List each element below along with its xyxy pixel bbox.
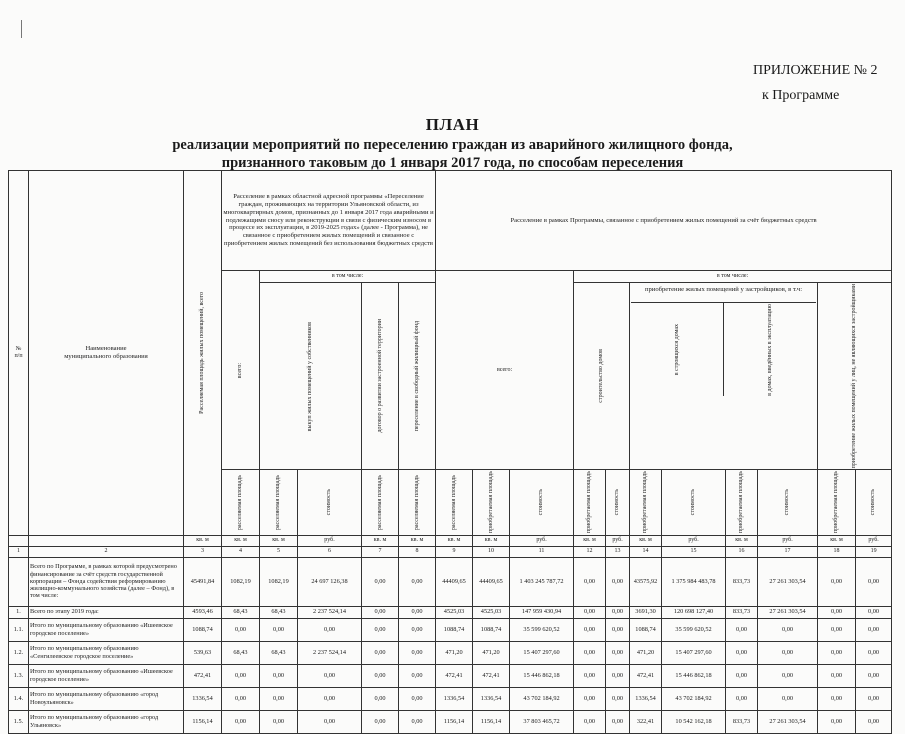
cell-value: 1156,14 bbox=[436, 710, 473, 733]
plan-subtitle-1: реализации мероприятий по переселению граждан из аварийного жилищного фонда, bbox=[172, 137, 733, 153]
cell-value: 27 261 303,54 bbox=[758, 557, 818, 606]
cell-value: 0,00 bbox=[818, 641, 856, 664]
header-a-total: всего: bbox=[222, 271, 260, 470]
unit-c8: кв. м bbox=[399, 535, 436, 546]
cell-value: 0,00 bbox=[606, 557, 630, 606]
unit-c19: руб. bbox=[856, 535, 892, 546]
column-number: 4 bbox=[222, 546, 260, 557]
cell-value: 0,00 bbox=[362, 557, 399, 606]
cell-value: 833,73 bbox=[726, 557, 758, 606]
header-a-incl: в том числе: bbox=[260, 271, 436, 283]
cell-value: 0,00 bbox=[574, 687, 606, 710]
plan-subtitle-2: признанного таковым до 1 января 2017 года, по способам переселения bbox=[221, 155, 684, 171]
cell-value: 0,00 bbox=[399, 687, 436, 710]
cell-value: 0,00 bbox=[362, 618, 399, 641]
cell-value: 0,00 bbox=[574, 641, 606, 664]
cell-value: 68,43 bbox=[260, 606, 298, 618]
cell-value: 1336,54 bbox=[630, 687, 662, 710]
cell-value: 1082,19 bbox=[260, 557, 298, 606]
row-number: 1.5. bbox=[9, 710, 29, 733]
unit-c7: кв. м bbox=[362, 535, 399, 546]
header-b-from-others: приобретение жилых помещений у лиц, не являющихся застройщиками bbox=[818, 283, 892, 470]
cell-value: 10 542 162,18 bbox=[662, 710, 726, 733]
cell-value: 539,63 bbox=[184, 641, 222, 664]
cell-value: 0,00 bbox=[399, 557, 436, 606]
row-number: 1.3. bbox=[9, 664, 29, 687]
cell-value: 37 803 465,72 bbox=[510, 710, 574, 733]
sub-c10: приобретаемая площадь bbox=[473, 470, 510, 535]
municipality-name: Всего по Программе, в рамках которой предусмотрено финансирование за счёт средств государственной корпорации – Фонда содействия реформированию жилищно-коммунального хозяйства (далее – Фонд), в том числе: bbox=[29, 557, 184, 606]
header-b-total: всего: bbox=[436, 271, 574, 470]
cell-value: 0,00 bbox=[298, 664, 362, 687]
cell-value: 0,00 bbox=[856, 687, 892, 710]
column-number: 17 bbox=[758, 546, 818, 557]
cell-value: 4593,46 bbox=[184, 606, 222, 618]
unit-blank-1 bbox=[9, 535, 29, 546]
cell-value: 472,41 bbox=[436, 664, 473, 687]
sub-c18: приобретаемая площадь bbox=[818, 470, 856, 535]
header-name: Наименование муниципального образования bbox=[29, 171, 184, 536]
cell-value: 0,00 bbox=[856, 710, 892, 733]
municipality-name: Всего по этапу 2019 года: bbox=[29, 606, 184, 618]
cell-value: 0,00 bbox=[606, 641, 630, 664]
row-number: 1.4. bbox=[9, 687, 29, 710]
cell-value: 1336,54 bbox=[473, 687, 510, 710]
cell-value: 44409,65 bbox=[473, 557, 510, 606]
cell-value: 0,00 bbox=[574, 710, 606, 733]
cell-value: 0,00 bbox=[574, 606, 606, 618]
cell-value: 15 446 862,18 bbox=[510, 664, 574, 687]
cell-value: 0,00 bbox=[606, 664, 630, 687]
cell-value: 120 698 127,40 bbox=[662, 606, 726, 618]
unit-c3: кв. м bbox=[184, 535, 222, 546]
sub-c16: приобретаемая площадь bbox=[726, 470, 758, 535]
column-number: 6 bbox=[298, 546, 362, 557]
cell-value: 1088,74 bbox=[473, 618, 510, 641]
appendix-label: ПРИЛОЖЕНИЕ № 2 bbox=[753, 63, 878, 78]
program-label: к Программе bbox=[762, 88, 840, 103]
municipality-name: Итого по муниципальному образованию «Сенгилеевское городское поселение» bbox=[29, 641, 184, 664]
sub-c8: расселяемая площадь bbox=[399, 470, 436, 535]
row-number: 1. bbox=[9, 606, 29, 618]
unit-c15: руб. bbox=[662, 535, 726, 546]
cell-value: 1088,74 bbox=[630, 618, 662, 641]
cell-value: 0,00 bbox=[362, 687, 399, 710]
unit-blank-2 bbox=[29, 535, 184, 546]
header-b-commissioned: в домах, введённых в эксплуатацию bbox=[724, 302, 817, 396]
sub-c17: стоимость bbox=[758, 470, 818, 535]
cell-value: 0,00 bbox=[726, 687, 758, 710]
cell-value: 24 697 126,38 bbox=[298, 557, 362, 606]
table-row bbox=[9, 606, 892, 618]
header-a-contract: договор о развитии застроенной территории bbox=[362, 283, 399, 470]
cell-value: 471,20 bbox=[473, 641, 510, 664]
municipality-name: Итого по муниципальному образованию «Ишеевское городское поселение» bbox=[29, 618, 184, 641]
cell-value: 0,00 bbox=[260, 618, 298, 641]
row-number bbox=[9, 557, 29, 606]
cell-value: 2 237 524,14 bbox=[298, 606, 362, 618]
cell-value: 0,00 bbox=[399, 641, 436, 664]
cell-value: 0,00 bbox=[606, 606, 630, 618]
cell-value: 0,00 bbox=[856, 664, 892, 687]
column-number: 1 bbox=[9, 546, 29, 557]
column-number: 5 bbox=[260, 546, 298, 557]
column-number: 13 bbox=[606, 546, 630, 557]
cell-value: 0,00 bbox=[260, 710, 298, 733]
cell-value: 0,00 bbox=[399, 618, 436, 641]
cell-value: 1336,54 bbox=[184, 687, 222, 710]
header-b-under-construction: в строящихся домах bbox=[631, 302, 724, 396]
row-number: 1.1. bbox=[9, 618, 29, 641]
unit-c4: кв. м bbox=[222, 535, 260, 546]
cell-value: 3691,30 bbox=[630, 606, 662, 618]
column-number: 10 bbox=[473, 546, 510, 557]
column-number: 7 bbox=[362, 546, 399, 557]
header-b-incl: в том числе: bbox=[574, 271, 892, 283]
unit-c5: кв. м bbox=[260, 535, 298, 546]
municipality-name: Итого по муниципальному образованию «город Ульяновск» bbox=[29, 710, 184, 733]
sub-c9: расселяемая площадь bbox=[436, 470, 473, 535]
cell-value: 0,00 bbox=[222, 664, 260, 687]
sub-c6: стоимость bbox=[298, 470, 362, 535]
cell-value: 472,41 bbox=[184, 664, 222, 687]
cell-value: 1082,19 bbox=[222, 557, 260, 606]
header-area-total: Расселяемая площадь жилых помещений, всего bbox=[184, 171, 222, 536]
cell-value: 0,00 bbox=[818, 687, 856, 710]
cell-value: 0,00 bbox=[260, 687, 298, 710]
municipality-name: Итого по муниципальному образованию «Ишеевское городское поселение» bbox=[29, 664, 184, 687]
cell-value: 15 407 297,60 bbox=[662, 641, 726, 664]
cell-value: 0,00 bbox=[856, 557, 892, 606]
sub-c7: расселяемая площадь bbox=[362, 470, 399, 535]
cell-value: 0,00 bbox=[222, 710, 260, 733]
cell-value: 43 702 184,92 bbox=[510, 687, 574, 710]
cell-value: 43575,92 bbox=[630, 557, 662, 606]
sub-c11: стоимость bbox=[510, 470, 574, 535]
header-b-purchase: приобретение жилых помещений у застройщиков, в т.ч: в строящихся домах в домах, введённых в эксплуатацию bbox=[630, 283, 818, 470]
cell-value: 0,00 bbox=[856, 618, 892, 641]
cell-value: 471,20 bbox=[436, 641, 473, 664]
cell-value: 833,73 bbox=[726, 710, 758, 733]
sub-c5: расселяемая площадь bbox=[260, 470, 298, 535]
cell-value: 0,00 bbox=[758, 618, 818, 641]
cell-value: 0,00 bbox=[399, 664, 436, 687]
table-row bbox=[9, 641, 892, 664]
cell-value: 15 446 862,18 bbox=[662, 664, 726, 687]
header-num: № п/п bbox=[9, 171, 29, 536]
cell-value: 0,00 bbox=[818, 618, 856, 641]
cell-value: 1 375 984 483,78 bbox=[662, 557, 726, 606]
cell-value: 0,00 bbox=[362, 664, 399, 687]
sub-c14: приобретаемая площадь bbox=[630, 470, 662, 535]
cell-value: 1 403 245 787,72 bbox=[510, 557, 574, 606]
cell-value: 68,43 bbox=[222, 606, 260, 618]
sub-c19: стоимость bbox=[856, 470, 892, 535]
cell-value: 0,00 bbox=[362, 641, 399, 664]
header-a-free: переселение в свободный жилищный фонд bbox=[399, 283, 436, 470]
cell-value: 0,00 bbox=[574, 557, 606, 606]
cell-value: 43 702 184,92 bbox=[662, 687, 726, 710]
table-row bbox=[9, 710, 892, 733]
header-a-buyout: выкуп жилых помещений у собственников bbox=[260, 283, 362, 470]
cell-value: 472,41 bbox=[473, 664, 510, 687]
cell-value: 0,00 bbox=[298, 710, 362, 733]
cell-value: 322,41 bbox=[630, 710, 662, 733]
unit-c16: кв. м bbox=[726, 535, 758, 546]
cell-value: 45491,84 bbox=[184, 557, 222, 606]
column-number: 15 bbox=[662, 546, 726, 557]
header-group-b: Расселение в рамках Программы, связанное с приобретением жилых помещений за счёт бюджетных средств bbox=[436, 171, 892, 271]
cell-value: 0,00 bbox=[222, 618, 260, 641]
column-number: 16 bbox=[726, 546, 758, 557]
unit-c6: руб. bbox=[298, 535, 362, 546]
cell-value: 0,00 bbox=[574, 664, 606, 687]
sub-c12: приобретаемая площадь bbox=[574, 470, 606, 535]
cell-value: 68,43 bbox=[260, 641, 298, 664]
unit-c18: кв. м bbox=[818, 535, 856, 546]
cell-value: 0,00 bbox=[818, 606, 856, 618]
unit-c11: руб. bbox=[510, 535, 574, 546]
cell-value: 0,00 bbox=[222, 687, 260, 710]
column-number: 2 bbox=[29, 546, 184, 557]
header-group-a: Расселение в рамках областной адресной программы «Переселение граждан, проживающих на территории Ульяновской области, из многоквартирных домов, признанных до 1 января 2017 года аварийными и подлежащими сносу или реконструкции в связи с физическим износом в процессе их эксплуатации, в 2019-2025 годах» (далее - Программа), не связанное с приобретением жилых помещений и связанное с приобретением жилых помещений без использования бюджетных средств bbox=[222, 171, 436, 271]
row-number: 1.2. bbox=[9, 641, 29, 664]
cell-value: 35 599 620,52 bbox=[662, 618, 726, 641]
cell-value: 1088,74 bbox=[436, 618, 473, 641]
cell-value: 27 261 303,54 bbox=[758, 710, 818, 733]
table-row bbox=[9, 557, 892, 606]
cell-value: 0,00 bbox=[726, 641, 758, 664]
cell-value: 44409,65 bbox=[436, 557, 473, 606]
column-number: 12 bbox=[574, 546, 606, 557]
cell-value: 0,00 bbox=[298, 687, 362, 710]
cell-value: 15 407 297,60 bbox=[510, 641, 574, 664]
cell-value: 4525,03 bbox=[473, 606, 510, 618]
cell-value: 35 599 620,52 bbox=[510, 618, 574, 641]
cell-value: 0,00 bbox=[399, 606, 436, 618]
column-number: 9 bbox=[436, 546, 473, 557]
municipality-name: Итого по муниципальному образованию «город Новоульяновск» bbox=[29, 687, 184, 710]
cell-value: 0,00 bbox=[606, 618, 630, 641]
cell-value: 0,00 bbox=[818, 664, 856, 687]
cell-value: 0,00 bbox=[758, 641, 818, 664]
cell-value: 0,00 bbox=[758, 664, 818, 687]
column-number: 11 bbox=[510, 546, 574, 557]
cell-value: 0,00 bbox=[818, 557, 856, 606]
cell-value: 0,00 bbox=[758, 687, 818, 710]
cell-value: 0,00 bbox=[606, 710, 630, 733]
cell-value: 0,00 bbox=[362, 710, 399, 733]
cell-value: 1336,54 bbox=[436, 687, 473, 710]
header-b-construction: строительство домов bbox=[574, 283, 630, 470]
cell-value: 2 237 524,14 bbox=[298, 641, 362, 664]
edge-mark bbox=[21, 20, 22, 38]
resettlement-plan-table bbox=[8, 170, 892, 734]
cell-value: 833,73 bbox=[726, 606, 758, 618]
table-row bbox=[9, 687, 892, 710]
unit-c10: кв. м bbox=[473, 535, 510, 546]
table-row bbox=[9, 664, 892, 687]
cell-value: 0,00 bbox=[362, 606, 399, 618]
plan-title: ПЛАН bbox=[425, 115, 480, 134]
unit-c14: кв. м bbox=[630, 535, 662, 546]
cell-value: 0,00 bbox=[726, 618, 758, 641]
unit-c12: кв. м bbox=[574, 535, 606, 546]
column-number: 8 bbox=[399, 546, 436, 557]
unit-c9: кв. м bbox=[436, 535, 473, 546]
cell-value: 0,00 bbox=[726, 664, 758, 687]
unit-c13: руб. bbox=[606, 535, 630, 546]
cell-value: 0,00 bbox=[856, 641, 892, 664]
column-number: 3 bbox=[184, 546, 222, 557]
sub-c13: стоимость bbox=[606, 470, 630, 535]
cell-value: 68,43 bbox=[222, 641, 260, 664]
cell-value: 472,41 bbox=[630, 664, 662, 687]
sub-c4: расселяемая площадь bbox=[222, 470, 260, 535]
cell-value: 27 261 303,54 bbox=[758, 606, 818, 618]
unit-c17: руб. bbox=[758, 535, 818, 546]
cell-value: 471,20 bbox=[630, 641, 662, 664]
cell-value: 0,00 bbox=[574, 618, 606, 641]
cell-value: 0,00 bbox=[260, 664, 298, 687]
cell-value: 0,00 bbox=[856, 606, 892, 618]
column-number: 14 bbox=[630, 546, 662, 557]
column-number: 18 bbox=[818, 546, 856, 557]
cell-value: 147 959 430,94 bbox=[510, 606, 574, 618]
sub-c15: стоимость bbox=[662, 470, 726, 535]
cell-value: 4525,03 bbox=[436, 606, 473, 618]
cell-value: 0,00 bbox=[606, 687, 630, 710]
cell-value: 1156,14 bbox=[473, 710, 510, 733]
cell-value: 1156,14 bbox=[184, 710, 222, 733]
table-row bbox=[9, 618, 892, 641]
cell-value: 0,00 bbox=[818, 710, 856, 733]
cell-value: 1088,74 bbox=[184, 618, 222, 641]
cell-value: 0,00 bbox=[399, 710, 436, 733]
cell-value: 0,00 bbox=[298, 618, 362, 641]
column-number: 19 bbox=[856, 546, 892, 557]
